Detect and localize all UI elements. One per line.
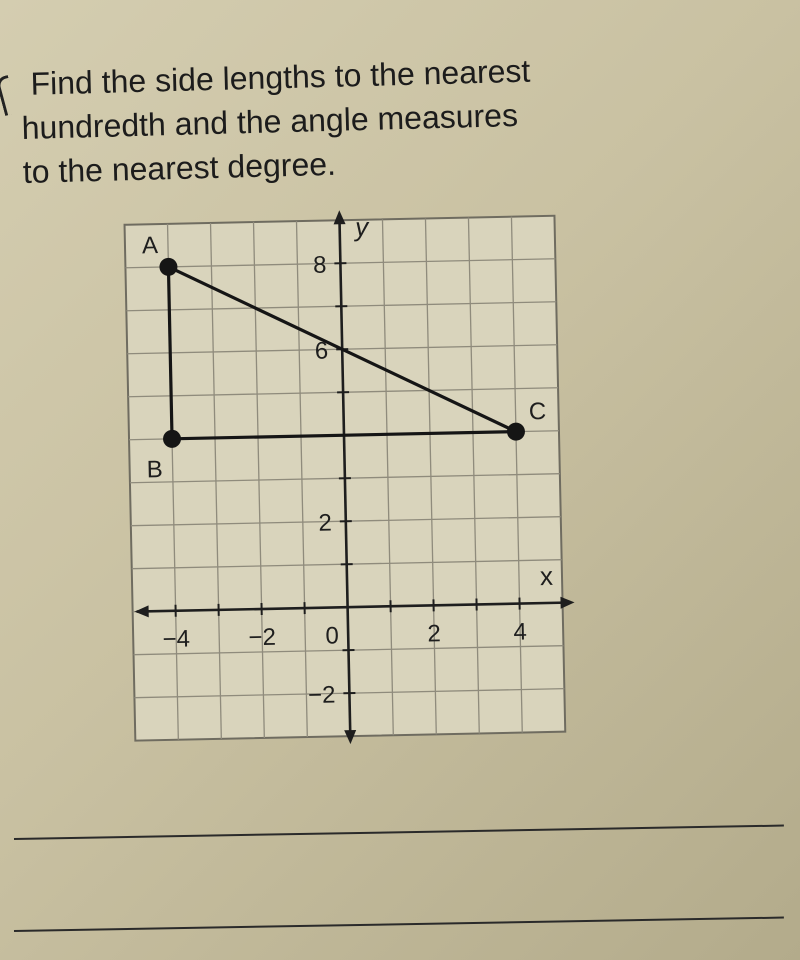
coordinate-graph: [120, 208, 590, 758]
x-tick-label: 2: [427, 620, 442, 648]
x-tick-label: 0: [325, 622, 340, 650]
y-tick-label: 6: [314, 337, 329, 365]
point-label-b: B: [146, 456, 163, 484]
x-axis-label: x: [539, 560, 554, 592]
y-tick-label: 8: [312, 251, 327, 279]
problem-line-1: Find the side lengths to the nearest: [30, 52, 531, 102]
x-tick-label: −2: [248, 623, 277, 652]
y-axis-label: y: [354, 211, 369, 242]
y-tick-label: −2: [307, 681, 336, 710]
problem-line-2: hundredth and the angle measures: [21, 96, 519, 146]
y-axis-up-arrow: [333, 210, 345, 224]
answer-line: [14, 917, 784, 932]
y-tick-label: 2: [318, 509, 333, 537]
x-tick-label: 4: [513, 618, 528, 646]
problem-statement: [20, 45, 663, 194]
point-label-a: A: [141, 232, 159, 260]
problem-line-3: to the nearest degree.: [22, 145, 337, 190]
point-label-c: C: [528, 397, 547, 426]
answer-line: [14, 825, 784, 840]
problem-check-mark: [0, 75, 18, 116]
x-tick-label: −4: [162, 625, 191, 654]
x-axis-right-arrow: [560, 596, 574, 608]
